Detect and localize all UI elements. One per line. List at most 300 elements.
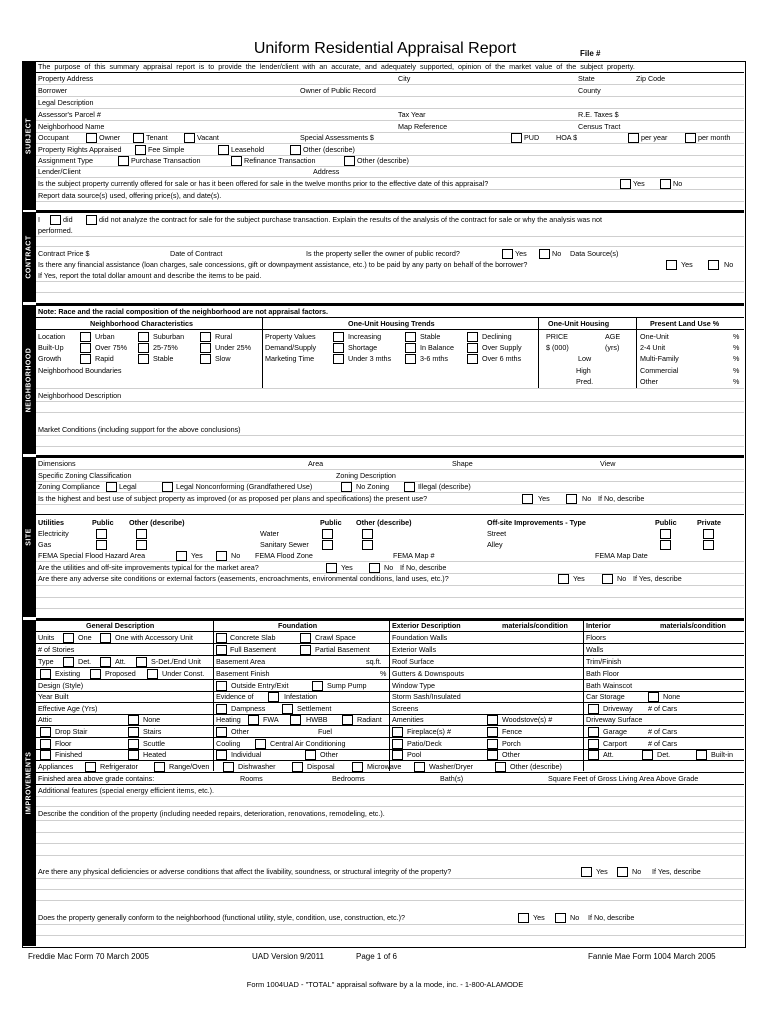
heated-checkbox[interactable] [128, 750, 139, 760]
assignment-other-checkbox[interactable] [344, 156, 355, 166]
increasing-checkbox[interactable] [333, 332, 344, 342]
conform-yes-checkbox[interactable] [518, 913, 529, 923]
fwa-label: FWA [263, 715, 279, 724]
rule [36, 492, 744, 493]
adverse-yes-checkbox[interactable] [558, 574, 569, 584]
interior-header: Interior [586, 621, 611, 630]
hbu-question: Is the highest and best use of subject property as improved (or as proposed per plans and specifications) the present use? [38, 494, 428, 503]
urban-checkbox[interactable] [80, 332, 91, 342]
rapid-label: Rapid [95, 354, 114, 363]
neighborhood-name-field[interactable]: Neighborhood Name [38, 122, 105, 131]
fireplace-label: Fireplace(s) # [407, 727, 451, 736]
exterior-walls-label: Exterior Walls [392, 645, 437, 654]
electricity-other-checkbox[interactable] [136, 529, 147, 539]
fema-map-date-field[interactable]: FEMA Map Date [595, 551, 648, 560]
heating-other-checkbox[interactable] [216, 727, 227, 737]
att-checkbox[interactable] [100, 657, 111, 667]
rule [36, 760, 744, 761]
report-title: Uniform Residential Appraisal Report [253, 40, 517, 57]
trends-header: One-Unit Housing Trends [348, 319, 435, 328]
owner-checkbox[interactable] [86, 133, 97, 143]
rule [36, 412, 744, 413]
disposal-label: Disposal [307, 762, 335, 771]
parcel-field[interactable]: Assessor's Parcel # [38, 110, 101, 119]
typical-question: Are the utilities and off-site improvements typical for the market area? [38, 563, 259, 572]
partial-basement-checkbox[interactable] [300, 645, 311, 655]
rule [36, 514, 744, 515]
woodstove-label: Woodstove(s) # [502, 715, 553, 724]
offered-no-label: No [673, 179, 683, 188]
rule [36, 702, 744, 703]
hbu-if-no-label: If No, describe [598, 494, 645, 503]
basement-finish-field[interactable]: Basement Finish [216, 669, 270, 678]
tax-year-field[interactable]: Tax Year [398, 110, 426, 119]
flood-zone-field[interactable]: FEMA Flood Zone [255, 551, 313, 560]
alley-private-checkbox[interactable] [703, 540, 714, 550]
typical-if-no-label: If No, describe [400, 563, 447, 572]
seller-no-checkbox[interactable] [539, 249, 550, 259]
offsite-public-header: Public [655, 518, 677, 527]
fema-map-field[interactable]: FEMA Map # [393, 551, 435, 560]
deficiencies-if-yes-label: If Yes, describe [652, 867, 701, 876]
central-air-checkbox[interactable] [255, 739, 266, 749]
built-in-checkbox[interactable] [696, 750, 707, 760]
screens-label: Screens [392, 704, 419, 713]
over-supply-checkbox[interactable] [467, 343, 478, 353]
drop-stair-checkbox[interactable] [40, 727, 51, 737]
rule [36, 108, 744, 109]
over-6-label: Over 6 mths [482, 354, 522, 363]
age-unit: (yrs) [605, 343, 620, 352]
per-year-checkbox[interactable] [628, 133, 639, 143]
fwa-checkbox[interactable] [248, 715, 259, 725]
built-in-label: Built-in [711, 750, 733, 759]
scuttle-checkbox[interactable] [128, 739, 139, 749]
market-conditions-field[interactable]: Market Conditions (including support for the above conclusions) [38, 425, 241, 434]
street-private-checkbox[interactable] [703, 529, 714, 539]
did-label: did [63, 215, 73, 224]
assistance-no-label: No [724, 260, 734, 269]
rule [36, 796, 744, 797]
offered-yes-label: Yes [633, 179, 645, 188]
pool-checkbox[interactable] [392, 750, 403, 760]
gla-field[interactable]: Square Feet of Gross Living Area Above Grade [548, 774, 699, 783]
contract-analysis-text: did not analyze the contract for sale for the subject purchase transaction. Explain the results of the analysis of the contract for sale or why the analysis was not [99, 215, 602, 224]
stable-growth-label: Stable [153, 354, 174, 363]
conform-no-checkbox[interactable] [555, 913, 566, 923]
fence-checkbox[interactable] [487, 727, 498, 737]
microwave-label: Microwave [367, 762, 402, 771]
borrower-field[interactable]: Borrower [38, 86, 68, 95]
shortage-checkbox[interactable] [333, 343, 344, 353]
alley-public-checkbox[interactable] [660, 540, 671, 550]
rule [36, 469, 744, 470]
rapid-checkbox[interactable] [80, 354, 91, 364]
rule [36, 631, 744, 632]
sqft-label: sq.ft. [366, 657, 382, 666]
pool-label: Pool [407, 750, 422, 759]
utilities-header: Utilities [38, 518, 64, 527]
evidence-label: Evidence of [216, 692, 254, 701]
typical-no-label: No [384, 563, 394, 572]
one-unit-housing-header: One-Unit Housing [548, 319, 610, 328]
city-field[interactable]: City [398, 74, 411, 83]
offered-yes-checkbox[interactable] [620, 179, 631, 189]
under-25-checkbox[interactable] [200, 343, 211, 353]
purchase-label: Purchase Transaction [131, 156, 201, 165]
per-year-label: per year [641, 133, 668, 142]
concrete-slab-checkbox[interactable] [216, 633, 227, 643]
foundation-header: Foundation [278, 621, 318, 630]
alley-label: Alley [487, 540, 503, 549]
under-3-checkbox[interactable] [333, 354, 344, 364]
central-air-label: Central Air Conditioning [270, 739, 346, 748]
contract-date-field[interactable]: Date of Contract [170, 249, 223, 258]
fireplace-checkbox[interactable] [392, 727, 403, 737]
garage-att-checkbox[interactable] [588, 750, 599, 760]
rule [36, 201, 744, 202]
zip-field[interactable]: Zip Code [636, 74, 666, 83]
washer-dryer-checkbox[interactable] [414, 762, 425, 772]
price-unit: $ (000) [546, 343, 569, 352]
stable-values-checkbox[interactable] [405, 332, 416, 342]
basement-area-field[interactable]: Basement Area [216, 657, 266, 666]
appliances-label: Appliances [38, 762, 74, 771]
assignment-other-label: Other (describe) [357, 156, 409, 165]
amenity-other-checkbox[interactable] [487, 750, 498, 760]
driveway-checkbox[interactable] [588, 704, 599, 714]
rule [36, 737, 744, 738]
full-basement-checkbox[interactable] [216, 645, 227, 655]
no-zoning-checkbox[interactable] [341, 482, 352, 492]
rule [36, 667, 744, 668]
porch-checkbox[interactable] [487, 739, 498, 749]
offered-no-checkbox[interactable] [660, 179, 671, 189]
rule [36, 96, 744, 97]
pct-sign: % [733, 354, 740, 363]
neighborhood-description-field[interactable]: Neighborhood Description [38, 391, 122, 400]
legal-description-field[interactable]: Legal Description [38, 98, 94, 107]
typical-no-checkbox[interactable] [369, 563, 380, 573]
dampness-checkbox[interactable] [216, 704, 227, 714]
finished-checkbox[interactable] [40, 750, 51, 760]
dampness-label: Dampness [231, 704, 266, 713]
over-6-checkbox[interactable] [467, 354, 478, 364]
rule [262, 317, 263, 389]
existing-checkbox[interactable] [40, 669, 51, 679]
outside-entry-checkbox[interactable] [216, 681, 227, 691]
sewer-public-checkbox[interactable] [322, 540, 333, 550]
per-month-checkbox[interactable] [685, 133, 696, 143]
area-field[interactable]: Area [308, 459, 324, 468]
baths-field[interactable]: Bath(s) [440, 774, 464, 783]
microwave-checkbox[interactable] [352, 762, 363, 772]
rights-other-label: Other (describe) [303, 145, 355, 154]
car-storage-none-label: None [663, 692, 681, 701]
zoning-desc-field[interactable]: Zoning Description [336, 471, 396, 480]
window-type-label: Window Type [392, 681, 436, 690]
leasehold-checkbox[interactable] [218, 145, 229, 155]
rule [36, 855, 744, 856]
deficiencies-question: Are there any physical deficiencies or adverse conditions that affect the livability, soundness, or structural integrity of the property? [38, 867, 452, 876]
refinance-checkbox[interactable] [231, 156, 242, 166]
disposal-checkbox[interactable] [292, 762, 303, 772]
rooms-field[interactable]: Rooms [240, 774, 263, 783]
file-number-label: File # [580, 49, 601, 58]
lender-field[interactable]: Lender/Client [38, 167, 81, 176]
gas-label: Gas [38, 540, 52, 549]
condition-field[interactable]: Describe the condition of the property (including needed repairs, deterioration, renovations, remodeling, etc.). [38, 809, 385, 818]
did-checkbox[interactable] [50, 215, 61, 225]
bedrooms-field[interactable]: Bedrooms [332, 774, 365, 783]
porch-label: Porch [502, 739, 521, 748]
individual-checkbox[interactable] [216, 750, 227, 760]
range-label: Range/Oven [169, 762, 210, 771]
cooling-other-checkbox[interactable] [305, 750, 316, 760]
proposed-label: Proposed [105, 669, 136, 678]
suburban-checkbox[interactable] [138, 332, 149, 342]
effective-age-field[interactable]: Effective Age (Yrs) [38, 704, 98, 713]
outside-entry-label: Outside Entry/Exit [231, 681, 289, 690]
low-label: Low [578, 354, 592, 363]
crawl-space-checkbox[interactable] [300, 633, 311, 643]
sump-pump-label: Sump Pump [327, 681, 367, 690]
sewer-other-checkbox[interactable] [362, 540, 373, 550]
existing-label: Existing [55, 669, 81, 678]
appliance-other-checkbox[interactable] [495, 762, 506, 772]
rule [36, 236, 744, 237]
rule [36, 820, 744, 821]
marketing-time-label: Marketing Time [265, 354, 315, 363]
map-reference-field[interactable]: Map Reference [398, 122, 448, 131]
data-source-field[interactable]: Data Source(s) [570, 249, 619, 258]
floor-checkbox[interactable] [40, 739, 51, 749]
assistance-no-checkbox[interactable] [708, 260, 719, 270]
utilities-public-header-2: Public [320, 518, 342, 527]
units-one-label: One [78, 633, 92, 642]
rule [36, 329, 744, 330]
rule [36, 504, 744, 505]
stable-values-label: Stable [420, 332, 441, 341]
seller-yes-checkbox[interactable] [502, 249, 513, 259]
rule [36, 435, 744, 436]
floors-label: Floors [586, 633, 606, 642]
dishwasher-checkbox[interactable] [223, 762, 234, 772]
did-not-checkbox[interactable] [86, 215, 97, 225]
re-taxes-field[interactable]: R.E. Taxes $ [578, 110, 619, 119]
deficiencies-yes-checkbox[interactable] [581, 867, 592, 877]
street-public-checkbox[interactable] [660, 529, 671, 539]
radiant-label: Radiant [357, 715, 382, 724]
proposed-checkbox[interactable] [90, 669, 101, 679]
refinance-label: Refinance Transaction [244, 156, 316, 165]
pct-sign: % [733, 343, 740, 352]
illegal-label: Illegal (describe) [418, 482, 471, 491]
radiant-checkbox[interactable] [342, 715, 353, 725]
rural-checkbox[interactable] [200, 332, 211, 342]
25-75-checkbox[interactable] [138, 343, 149, 353]
leasehold-label: Leasehold [231, 145, 265, 154]
footer-uad-version: UAD Version 9/2011 [252, 952, 324, 961]
over-supply-label: Over Supply [482, 343, 522, 352]
pct-sign: % [733, 332, 740, 341]
special-assessments-field[interactable]: Special Assessments $ [300, 133, 374, 142]
rule [36, 72, 744, 73]
car-storage-none-checkbox[interactable] [648, 692, 659, 702]
rule [36, 388, 744, 389]
data-sources-field[interactable]: Report data source(s) used, offering price(s), and date(s). [38, 191, 222, 200]
garage-cars-label: # of Cars [648, 727, 678, 736]
legal-checkbox[interactable] [106, 482, 117, 492]
hbu-no-checkbox[interactable] [566, 494, 577, 504]
rule [36, 900, 744, 901]
electricity-public-checkbox[interactable] [96, 529, 107, 539]
two-four-unit-label: 2-4 Unit [640, 343, 666, 352]
settlement-checkbox[interactable] [282, 704, 293, 714]
rule [36, 832, 744, 833]
rule [36, 878, 744, 879]
attic-none-checkbox[interactable] [128, 715, 139, 725]
in-balance-label: In Balance [420, 343, 454, 352]
sdet-label: S-Det./End Unit [151, 657, 201, 666]
infestation-checkbox[interactable] [268, 692, 279, 702]
fee-simple-checkbox[interactable] [135, 145, 146, 155]
units-one-checkbox[interactable] [63, 633, 74, 643]
stairs-checkbox[interactable] [128, 727, 139, 737]
rule [36, 401, 744, 402]
refrigerator-checkbox[interactable] [85, 762, 96, 772]
rule [36, 643, 744, 644]
tenant-checkbox[interactable] [133, 133, 144, 143]
assistance-if-yes-text: If Yes, report the total dollar amount and describe the items to be paid. [38, 271, 262, 280]
3-6-checkbox[interactable] [405, 354, 416, 364]
garage-checkbox[interactable] [588, 727, 599, 737]
refrigerator-label: Refrigerator [100, 762, 138, 771]
carport-checkbox[interactable] [588, 739, 599, 749]
partial-basement-label: Partial Basement [315, 645, 370, 654]
one-unit-pct-label: One-Unit [640, 332, 669, 341]
flood-no-checkbox[interactable] [216, 551, 227, 561]
census-tract-field[interactable]: Census Tract [578, 122, 621, 131]
purchase-checkbox[interactable] [118, 156, 129, 166]
suburban-label: Suburban [153, 332, 185, 341]
year-built-field[interactable]: Year Built [38, 692, 69, 701]
legal-nonconforming-checkbox[interactable] [162, 482, 173, 492]
declining-checkbox[interactable] [467, 332, 478, 342]
pud-checkbox[interactable] [511, 133, 522, 143]
typical-yes-checkbox[interactable] [326, 563, 337, 573]
hwbb-checkbox[interactable] [290, 715, 301, 725]
sump-pump-checkbox[interactable] [312, 681, 323, 691]
zoning-class-field[interactable]: Specific Zoning Classification [38, 471, 132, 480]
range-checkbox[interactable] [154, 762, 165, 772]
lender-address-field[interactable]: Address [313, 167, 340, 176]
additional-features-field[interactable]: Additional features (special energy efficient items, etc.). [38, 786, 215, 795]
bath-floor-label: Bath Floor [586, 669, 620, 678]
boundaries-field[interactable]: Neighborhood Boundaries [38, 366, 122, 375]
view-field[interactable]: View [600, 459, 616, 468]
rights-other-checkbox[interactable] [290, 145, 301, 155]
state-field[interactable]: State [578, 74, 595, 83]
amenity-other-label: Other [502, 750, 520, 759]
shape-field[interactable]: Shape [452, 459, 473, 468]
commercial-label: Commercial [640, 366, 679, 375]
water-label: Water [260, 529, 279, 538]
dimensions-field[interactable]: Dimensions [38, 459, 76, 468]
occupant-label: Occupant [38, 133, 69, 142]
section-site: SITE [22, 457, 36, 617]
patio-label: Patio/Deck [407, 739, 442, 748]
sdet-checkbox[interactable] [136, 657, 147, 667]
storm-sash-label: Storm Sash/Insulated [392, 692, 461, 701]
patio-checkbox[interactable] [392, 739, 403, 749]
design-style-field[interactable]: Design (Style) [38, 681, 84, 690]
in-balance-checkbox[interactable] [405, 343, 416, 353]
growth-label: Growth [38, 354, 62, 363]
gas-public-checkbox[interactable] [96, 540, 107, 550]
water-other-checkbox[interactable] [362, 529, 373, 539]
rule [36, 935, 744, 936]
attic-none-label: None [143, 715, 161, 724]
rights-label: Property Rights Appraised [38, 145, 122, 154]
illegal-checkbox[interactable] [404, 482, 415, 492]
assignment-label: Assignment Type [38, 156, 94, 165]
hbu-no-label: No [582, 494, 592, 503]
under-const-checkbox[interactable] [147, 669, 158, 679]
individual-label: Individual [231, 750, 262, 759]
conform-yes-label: Yes [533, 913, 545, 922]
flood-yes-checkbox[interactable] [176, 551, 187, 561]
heating-other-label: Other [231, 727, 249, 736]
rule [36, 725, 744, 726]
pred-label: Pred. [576, 377, 594, 386]
water-public-checkbox[interactable] [322, 529, 333, 539]
adverse-no-label: No [617, 574, 627, 583]
legal-nonconforming-label: Legal Nonconforming (Grandfathered Use) [176, 482, 313, 491]
garage-det-checkbox[interactable] [642, 750, 653, 760]
footer-page-number: Page 1 of 6 [356, 952, 397, 961]
car-storage-label: Car Storage [586, 692, 625, 701]
rule [36, 84, 744, 85]
fuel-field[interactable]: Fuel [318, 727, 332, 736]
stable-growth-checkbox[interactable] [138, 354, 149, 364]
property-address-field[interactable]: Property Address [38, 74, 94, 83]
exterior-materials-header: materials/condition [502, 621, 568, 630]
location-label: Location [38, 332, 66, 341]
hbu-yes-checkbox[interactable] [522, 494, 533, 504]
owner-of-record-field[interactable]: Owner of Public Record [300, 86, 376, 95]
vacant-checkbox[interactable] [184, 133, 195, 143]
hbu-yes-label: Yes [538, 494, 550, 503]
units-accessory-checkbox[interactable] [100, 633, 111, 643]
per-month-label: per month [698, 133, 731, 142]
gas-other-checkbox[interactable] [136, 540, 147, 550]
det-checkbox[interactable] [63, 657, 74, 667]
adverse-no-checkbox[interactable] [602, 574, 613, 584]
under-3-label: Under 3 mths [348, 354, 392, 363]
footer-fannie-mae: Fannie Mae Form 1004 March 2005 [588, 952, 716, 961]
carport-cars-label: # of Cars [648, 739, 678, 748]
slow-checkbox[interactable] [200, 354, 211, 364]
county-field[interactable]: County [578, 86, 601, 95]
hoa-field[interactable]: HOA $ [556, 133, 578, 142]
over-75-checkbox[interactable] [80, 343, 91, 353]
woodstove-checkbox[interactable] [487, 715, 498, 725]
contract-price-field[interactable]: Contract Price $ [38, 249, 90, 258]
concrete-slab-label: Concrete Slab [230, 633, 276, 642]
deficiencies-no-checkbox[interactable] [617, 867, 628, 877]
assistance-yes-checkbox[interactable] [666, 260, 677, 270]
